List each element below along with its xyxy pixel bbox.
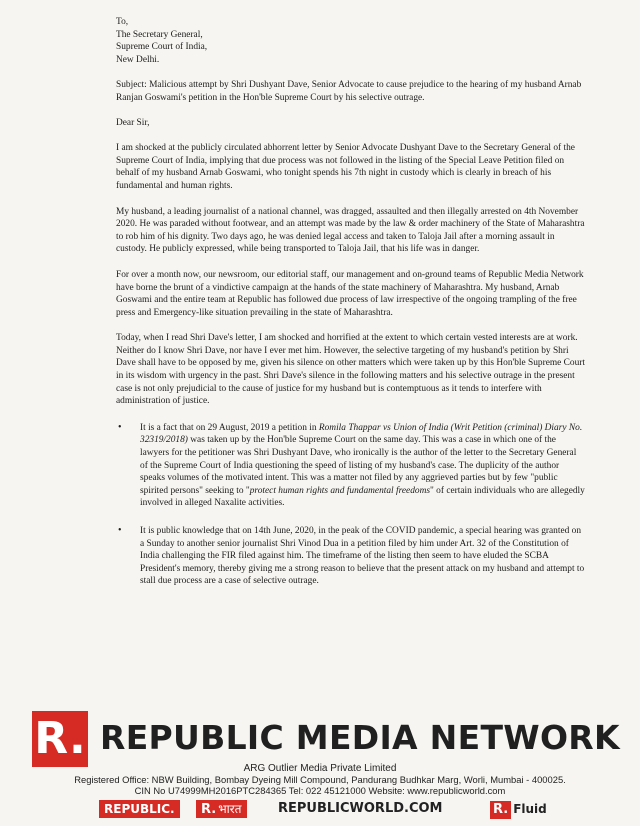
point-text: was taken up by the Hon'ble Supreme Court on the same day. This was a case in which one of the lawyers for the petitioner was Shri Dushyant Dave, who ironically is the author of the letter to the Secretary General of the Supreme Court of India questioning the speed of listing of my husband's case. The duplicity of the author speaks volumes of the motivated intent. This was a matter not filed by any aggrieved parties but by few "public spirited persons" seeking to " <box>140 435 577 496</box>
paragraph: For over a month now, our newsroom, our editorial staff, our management and on-ground teams of Republic Media Network have borne the brunt of a vindictive campaign at the hands of the state machinery of Maharashtra. My husband, Arnab Goswami and the entire team at Republic has followed due process of law irrespective of the ongoing trampling of the free press and Emergency-like situation prevailing in the state of Maharashtra. <box>116 269 584 318</box>
republic-brand-logo: REPUBLIC. <box>99 800 180 818</box>
fluid-label: Fluid <box>513 802 547 816</box>
bharat-label: भारत <box>218 802 242 816</box>
paragraph: Today, when I read Shri Dave's letter, I am shocked and horrified at the extent to which certain vested interests are at work. Neither do I know Shri Dave, nor have I ever met him. However, the selective targeting of my husband's petition by Shri Dave shall have to be opposed by me, given his silence on other matters which were taken up by this Hon'ble Supreme Court in its wisdom with urgency in the past. Shri Dave's silence in the following matters and his selective outrage in the present case is not only prejudicial to the cause of justice for my husband but is contemptuous as it tends to interfere with administration of justice. <box>116 333 586 407</box>
republic-logo-icon: R. <box>32 711 88 767</box>
brand-strip <box>0 800 640 820</box>
point-text: It is a fact that on 29 August, 2019 a petition in <box>140 422 319 433</box>
registered-office: Registered Office: NBW Building, Bombay Dyeing Mill Compound, Pandurang Budhkar Marg, Worli, Mumbai - 400025. <box>74 774 566 785</box>
address-line: To, <box>116 17 129 27</box>
republic-fluid-logo <box>490 800 547 818</box>
subject-line: Subject: Malicious attempt by Shri Dushyant Dave, Senior Advocate to cause prejudice to the hearing of my husband Arnab Ranjan Goswami's petition in the Hon'ble Supreme Court by his selective outrage. <box>116 80 582 103</box>
quoted-phrase: protect human rights and fundamental freedoms <box>249 485 431 496</box>
letterhead-footer <box>0 705 640 826</box>
republic-bharat-logo <box>196 800 247 818</box>
paragraph: I am shocked at the publicly circulated abhorrent letter by Senior Advocate Dushyant Dave to the Secretary General of the Supreme Court of India, implying that due process was not followed in the listing of the Special Leave Petition filed on behalf of my husband Arnab Goswami, who tonight spends his 7th night in custody which is clearly in breach of his fundamental and human rights. <box>116 143 575 191</box>
list-item <box>116 525 586 588</box>
address-line: The Secretary General, <box>116 29 203 40</box>
salutation: Dear Sir, <box>116 117 150 128</box>
paragraph: My husband, a leading journalist of a national channel, was dragged, assaulted and then illegally arrested on 4th November 2020. He was paraded without footwear, and an attempt was made by the law & order machinery of the State of Maharashtra to rob him of his dignity. Two days ago, he was denied legal access and taken to Taloja Jail after a morning assault in custody. He publicly expressed, while being transported to Taloja Jail, that his life was in danger. <box>116 206 585 255</box>
cin-contact-line: CIN No U74999MH2016PTC284365 Tel: 022 45121000 Website: www.republicworld.com <box>134 785 506 796</box>
bullet-icon: • <box>118 421 122 433</box>
list-item <box>116 422 586 510</box>
bullet-list <box>116 422 586 588</box>
point-text: " of certain individuals who are allegedly involved in alleged Naxalite activities. <box>140 485 585 509</box>
address-block <box>116 16 586 66</box>
bullet-icon: • <box>118 525 122 536</box>
brand-name: REPUBLIC MEDIA NETWORK <box>100 718 620 757</box>
letter-body <box>116 16 586 603</box>
bharat-r-mark: R. <box>201 802 217 817</box>
website-label: REPUBLICWORLD.COM <box>278 801 443 816</box>
address-line: New Delhi. <box>116 54 160 65</box>
fluid-r-mark: R. <box>490 801 511 819</box>
point-text: It is public knowledge that on 14th June, 2020, in the peak of the COVID pandemic, a special hearing was granted on a Sunday to another senior journalist Shri Vinod Dua in a petition filed by him under Art. 32 of the Constitution of India challenging the FIR filed against him. The timeframe of the listing then seem to have eluded the SCBA President's memory, thereby giving me a strong reason to believe that the present attack on my husband and attempt to stall due process are a case of selective outrage. <box>140 526 585 587</box>
case-citation: Romila Thappar vs Union of India (Writ Petition (criminal) Diary No. 32319/2018) <box>140 422 583 446</box>
address-line: Supreme Court of India, <box>116 42 208 53</box>
company-name: ARG Outlier Media Private Limited <box>243 763 397 774</box>
